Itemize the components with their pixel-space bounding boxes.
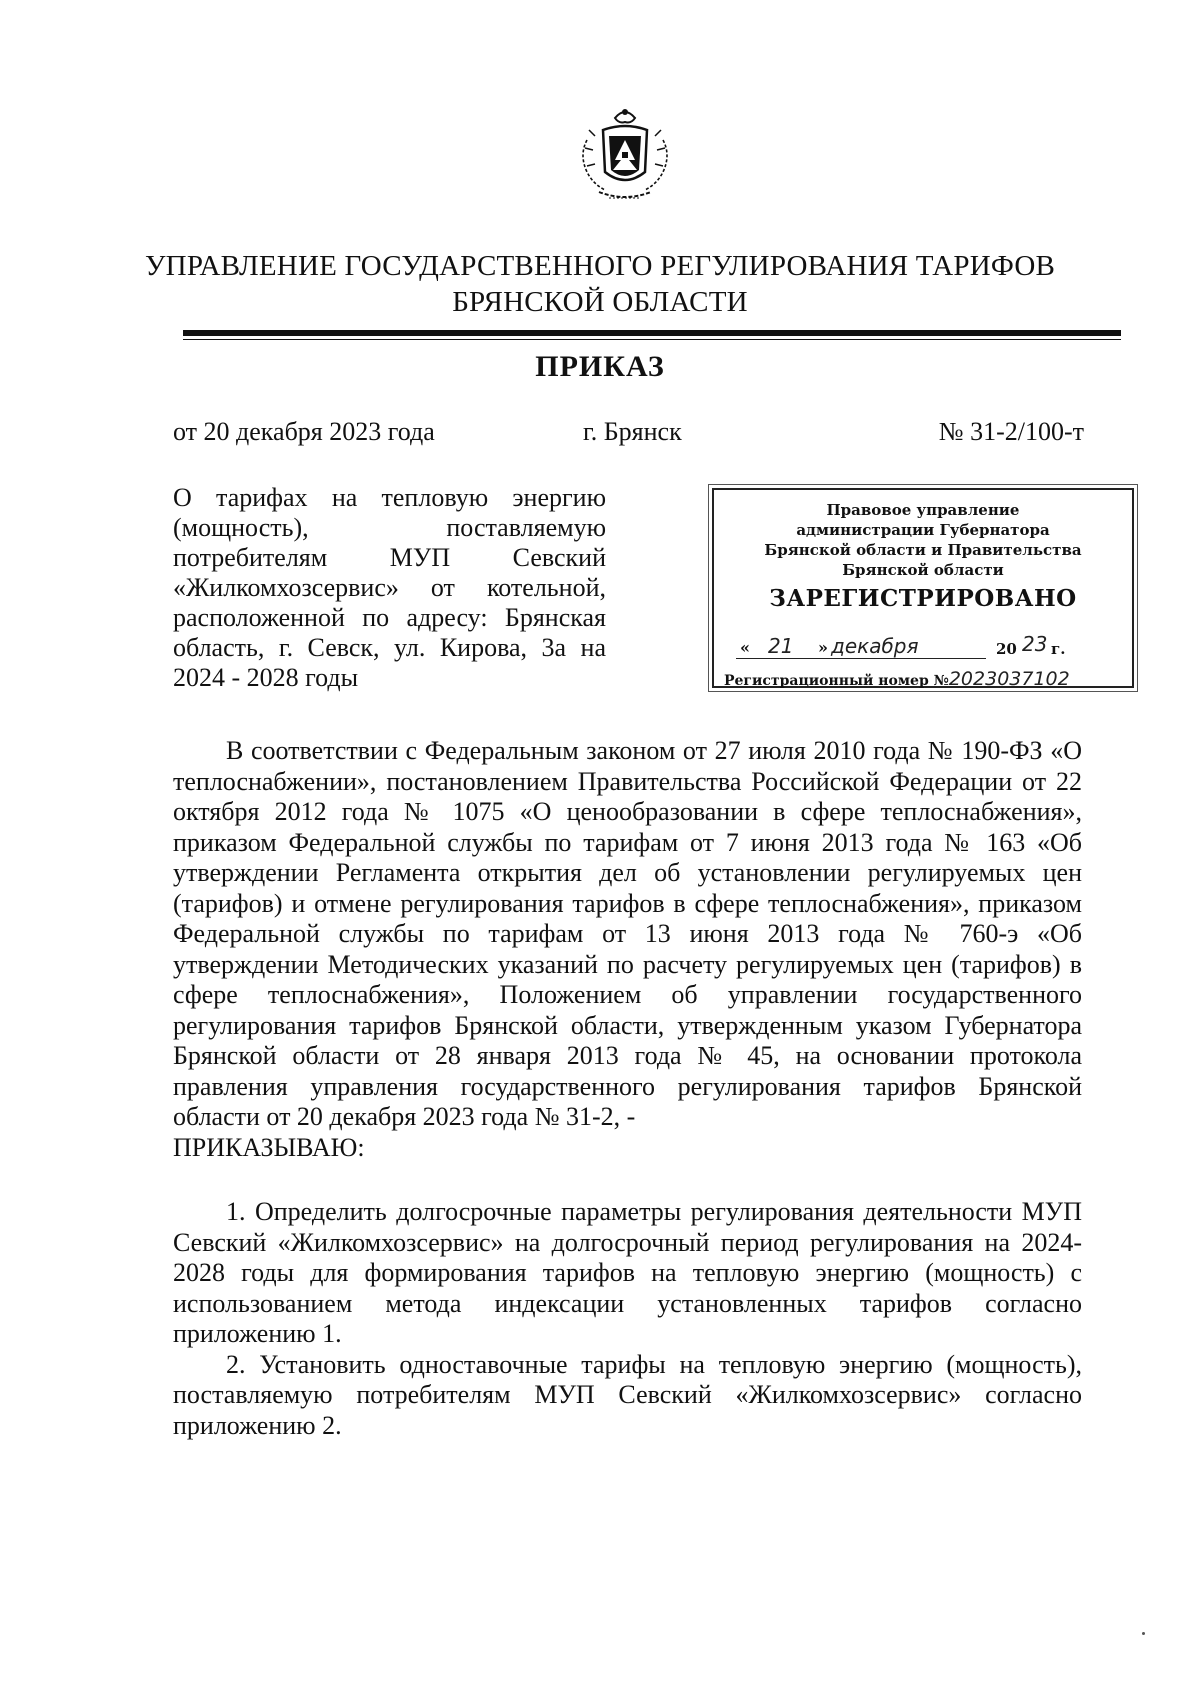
header-divider [183,330,1121,336]
scan-speck [1142,1632,1145,1635]
coat-of-arms-icon [565,100,685,210]
stamp-line-4: Брянской области [842,561,1004,579]
stamp-year-unit: г. [1051,640,1066,658]
order-city: г. Брянск [583,417,682,446]
stamp-date-underline [736,658,986,659]
order-word: ПРИКАЗЫВАЮ: [173,1132,365,1162]
stamp-reg-label: Регистрационный номер № [724,673,949,689]
stamp-date: « 21 » декабря 20 23 г. [726,634,1124,664]
header-divider-thin [183,339,1121,340]
stamp-year-prefix: 20 [996,640,1017,658]
order-date: от 20 декабря 2023 года [173,417,435,446]
stamp-line-2: администрации Губернатора [796,521,1050,539]
stamp-line-3: Брянской области и Правительства [764,541,1082,559]
order-body [173,736,1082,1441]
organization-name [120,248,1080,320]
stamp-year: 23 [1022,632,1048,656]
document-type: ПРИКАЗ [535,350,665,383]
stamp-status: ЗАРЕГИСТРИРОВАНО [769,585,1077,612]
preamble-paragraph: В соответствии с Федеральным законом от 27 июля 2010 года № 190-ФЗ «О теплоснабжении», постановлением Правительства Российской Федерации от 22 октября 2012 года № 1075 «О ценообразовании в сфере теплоснабжения», приказом Федеральной службы по тарифам от 7 июня 2013 года № 163 «Об утверждении Регламента открытия дел об установлении регулируемых цен (тарифов) и отмене регулирования тарифов в сфере теплоснабжения», приказом Федеральной службы по тарифам от 13 июня 2013 года № 760-э «Об утверждении Методических указаний по расчету регулируемых цен (тарифов) в сфере теплоснабжения», Положением об управлении государственного регулирования тарифов Брянской области, утвержденным указом Губернатора Брянской области от 28 января 2013 года № 45, на основании протокола правления управления государственного регулирования тарифов Брянской области от 20 декабря 2023 года № 31-2, - [173,736,1082,1131]
stamp-month: декабря [831,634,919,658]
organization-name-line1: УПРАВЛЕНИЕ ГОСУДАРСТВЕННОГО РЕГУЛИРОВАНИЯ ТАРИФОВ [144,250,1056,282]
organization-name-line2: БРЯНСКОЙ ОБЛАСТИ [452,286,748,318]
order-subject: О тарифах на тепловую энергию (мощность), поставляемую потребителям МУП Севский «Жилкомхозсервис» от котельной, расположенной по адресу: Брянская область, г. Севск, ул. Кирова, 3а на 2024 - 2028 годы [173,483,606,692]
stamp-reg-value: 2023037102 [948,668,1070,690]
stamp-line-1: Правовое управление [826,501,1020,519]
order-number: № 31-2/100-т [938,417,1084,446]
registration-stamp [712,488,1134,688]
order-item-1: 1. Определить долгосрочные параметры регулирования деятельности МУП Севский «Жилкомхозсервис» на долгосрочный период регулирования на 2024-2028 годы для формирования тарифов на тепловую энергию (мощность) с использованием метода индексации установленных тарифов согласно приложению 1. [173,1197,1082,1348]
stamp-registration-number [724,668,1070,690]
order-item-2: 2. Установить одноставочные тарифы на тепловую энергию (мощность), поставляемую потребителям МУП Севский «Жилкомхозсервис» согласно приложению 2. [173,1349,1082,1440]
stamp-day: 21 [768,634,794,658]
